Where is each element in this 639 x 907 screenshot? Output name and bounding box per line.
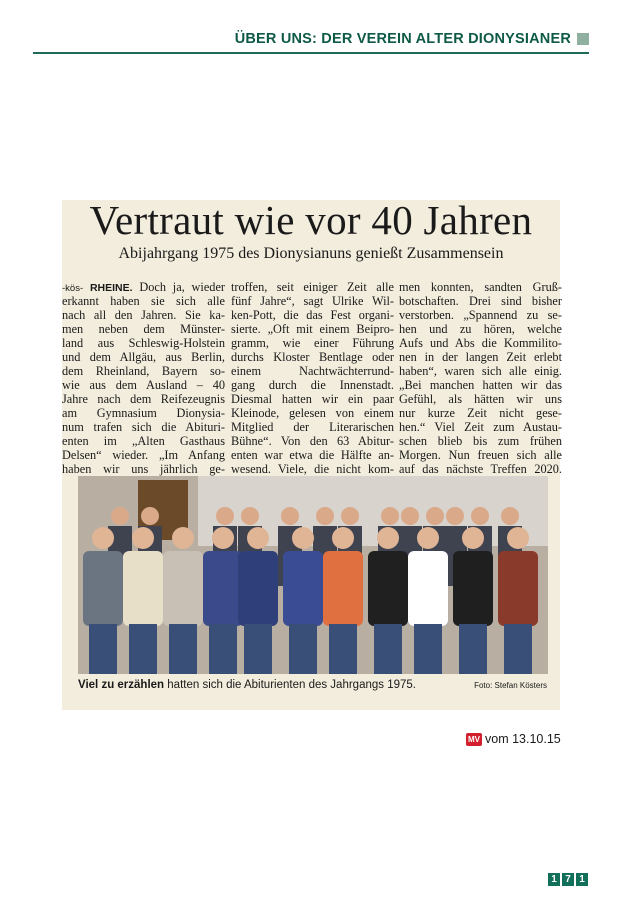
article-title: Vertraut wie vor 40 Jahren [89, 197, 533, 243]
article-line: ken-Pott, die das Fest organi- [231, 308, 394, 322]
article-line: Kleinode, gelesen von einem [231, 406, 394, 420]
person-body [283, 551, 323, 626]
person-head [172, 527, 194, 549]
newspaper-clipping [62, 197, 562, 710]
person-legs [459, 624, 487, 674]
source-reference [466, 732, 561, 746]
photo-caption [78, 679, 416, 691]
person-head [401, 507, 419, 525]
article-line: fünf Jahre“, sagt Ulrike Wil- [231, 294, 394, 308]
article-line: enten im „Alten Gasthaus [62, 434, 225, 448]
article-line: hen.“ Viel Zeit zum Austau- [399, 420, 562, 434]
article-line: auf das nächste Treffen 2020. [399, 462, 562, 476]
article-line: schen blieb bis zum frühen [399, 434, 562, 448]
article-line: botschaften. Drei sind bisher [399, 294, 562, 308]
article-line: wesend. Viele, die nicht kom- [231, 462, 394, 476]
article-line: haben wir uns jährlich ge- [62, 462, 225, 476]
person-body [163, 551, 203, 626]
article-line: Morgen. Nun freuen sich alle [399, 448, 562, 462]
person-head [426, 507, 444, 525]
article-line: nur kurze Zeit nicht gese- [399, 406, 562, 420]
person-body [408, 551, 448, 626]
section-square-marker [577, 33, 589, 45]
article-line-text: Doch ja, wieder [139, 280, 225, 294]
person-body [123, 551, 163, 626]
section-title: ÜBER UNS: DER VEREIN ALTER DIONYSIANER [234, 31, 571, 47]
person-legs [89, 624, 117, 674]
person-legs [209, 624, 237, 674]
group-photo-illustration [78, 476, 548, 674]
article-line: hen und zu hören, welche [399, 322, 562, 336]
page-digit: 7 [562, 873, 574, 886]
person-body [238, 551, 278, 626]
person-body [323, 551, 363, 626]
article-line: wie aus dem Ausland – 40 [62, 378, 225, 392]
article-line: land aus Schleswig-Holstein [62, 336, 225, 350]
photo-credit: Foto: Stefan Kösters [474, 681, 547, 690]
person-head [292, 527, 314, 549]
article-line: verstorben. „Spannend zu se- [399, 308, 562, 322]
person-legs [289, 624, 317, 674]
article-line: enten war etwa die Hälfte an- [231, 448, 394, 462]
article-line: und dem Allgäu, aus Berlin, [62, 350, 225, 364]
person-head [316, 507, 334, 525]
person-head [446, 507, 464, 525]
person-body [368, 551, 408, 626]
person-legs [504, 624, 532, 674]
person-legs [129, 624, 157, 674]
person-head [501, 507, 519, 525]
header-divider [33, 52, 589, 54]
person-head [281, 507, 299, 525]
person-legs [169, 624, 197, 674]
article-line: Bühne“. Von den 63 Abitur- [231, 434, 394, 448]
article-line: men konnten, sandten Gruß- [399, 280, 562, 294]
article-column-3 [399, 280, 562, 476]
person-head [381, 507, 399, 525]
person-legs [244, 624, 272, 674]
person-head [212, 527, 234, 549]
article-line: num trafen sich die Abituri- [62, 420, 225, 434]
person-head [141, 507, 159, 525]
person-body [83, 551, 123, 626]
person-head [92, 527, 114, 549]
article-line: „Bei manchen hatten wir das [399, 378, 562, 392]
person-head [132, 527, 154, 549]
article-line: sierte. „Oft mit einem Beipro- [231, 322, 394, 336]
person-head [216, 507, 234, 525]
person-head [471, 507, 489, 525]
article-line: nen in der langen Zeit erlebt [399, 350, 562, 364]
person-head [332, 527, 354, 549]
group-photo [78, 476, 548, 674]
person-head [377, 527, 399, 549]
person-head [247, 527, 269, 549]
page-digit: 1 [576, 873, 588, 886]
article-line: Aufs und Abs die Kommilito- [399, 336, 562, 350]
person-legs [374, 624, 402, 674]
person-head [241, 507, 259, 525]
article-line: gang durch die Innenstadt. [231, 378, 394, 392]
article-line: Delsen“ wieder. „Im Anfang [62, 448, 225, 462]
mv-logo: MV [468, 734, 480, 744]
article-line: Diesmal hatten wir ein paar [231, 392, 394, 406]
article-line: gramm, wie einer Führung [231, 336, 394, 350]
byline: -kös- [62, 283, 84, 294]
article-subtitle: Abijahrgang 1975 des Dionysianuns genießt Zusammensein [118, 245, 504, 262]
caption-bold: Viel zu erzählen [78, 679, 165, 691]
person-head [341, 507, 359, 525]
page-number [548, 873, 588, 886]
article-line: einem Nachtwächterrund- [231, 364, 394, 378]
person-head [507, 527, 529, 549]
article-line: troffen, seit einiger Zeit alle [231, 280, 394, 294]
person-body [453, 551, 493, 626]
article-line: durchs Kloster Bentlage oder [231, 350, 394, 364]
article-line: Gefühl, als hätten wir uns [399, 392, 562, 406]
article-line: Jahre nach dem Reifezeugnis [62, 392, 225, 406]
person-head [417, 527, 439, 549]
person-head [111, 507, 129, 525]
person-body [498, 551, 538, 626]
article-line [62, 280, 225, 294]
dateline: RHEINE. [89, 282, 133, 294]
page-digit: 1 [548, 873, 560, 886]
article-line: haben“, waren sich alle einig. [399, 364, 562, 378]
article-column-2 [231, 280, 394, 476]
caption-text: hatten sich die Abiturienten des Jahrgangs 1975. [164, 679, 416, 691]
article-line: am Gymnasium Dionysia- [62, 406, 225, 420]
source-date: vom 13.10.15 [485, 732, 561, 746]
article-line: men neben dem Münster- [62, 322, 225, 336]
person-head [462, 527, 484, 549]
article-line: Mitglied der Literarischen [231, 420, 394, 434]
article-line: erkannt haben sie sich alle [62, 294, 225, 308]
article-line: nach all den Jahren. Sie ka- [62, 308, 225, 322]
article-column-1 [62, 280, 225, 476]
person-legs [414, 624, 442, 674]
article-line: dem Rheinland, Bayern so- [62, 364, 225, 378]
person-legs [329, 624, 357, 674]
person-body [203, 551, 243, 626]
